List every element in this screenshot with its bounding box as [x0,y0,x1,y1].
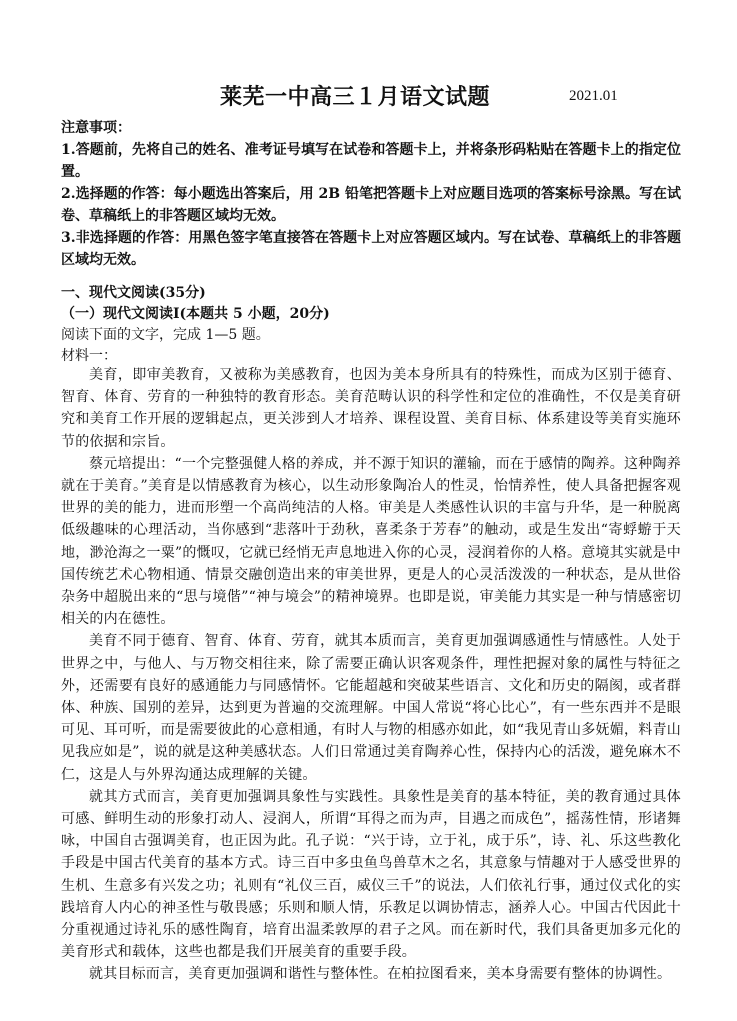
exam-date: 2021.01 [569,88,618,104]
note-item-3: 3.非选择题的作答：用黑色签字笔直接答在答题卡上对应答题区域内。写在试卷、草稿纸上的非答题区域均无效。 [61,230,681,268]
paragraph: 蔡元培提出：“一个完整强健人格的养成，并不源于知识的灌输，而在于感情的陶养。这种陶养就在于美育。”美育是以情感教育为核心，以生动形象陶冶人的性灵，怡情养性，使人具备把握客观世界的美的能力，进而形塑一个高尚纯洁的人格。审美是人类感性认识的丰富与升华，是一种脱离低级趣味的心理活动，当你感到“悲落叶于劲秋，喜柔条于芳春”的触动，或是生发出“寄蜉蝣于天地，渺沧海之一粟”的慨叹，它就已经悄无声息地进入你的心灵，浸润着你的人格。意境其实就是中国传统艺术心物相通、情景交融创造出来的审美世界，更是人的心灵活泼泼的一种状态，是从世俗杂务中超脱出来的“思与境偕”“神与境会”的精神境界。也即是说，审美能力其实是一种与情感密切相关的内在德性。 [61,455,681,628]
section-heading: 一、现代文阅读(35分) [61,285,206,301]
paragraph: 就其目标而言，美育更加强调和谐性与整体性。在柏拉图看来，美本身需要有整体的协调性。 [89,966,672,983]
material-label: 材料一： [61,348,117,364]
header [0,80,737,112]
section-header [61,283,681,367]
paragraph: 美育，即审美教育，又被称为美感教育，也因为美本身所具有的特殊性，而成为区别于德育、智育、体育、劳育的一种独特的教育形态。美育范畴认识的科学性和定位的准确性，不仅是美育研究和美育工作开展的逻辑起点，更关涉到人才培养、课程设置、美育目标、体系建设等美育实施环节的依据和宗旨。 [61,367,681,450]
notes-heading: 注意事项： [61,120,131,136]
section-subheading: （一）现代文阅读Ⅰ(本题共 5 小题，20分) [61,306,330,322]
reading-instruction: 阅读下面的文字，完成 1—5 题。 [61,327,270,343]
note-item-1: 1.答题前，先将自己的姓名、准考证号填写在试卷和答题卡上，并将条形码粘贴在答题卡上的指定位置。 [61,142,681,180]
paragraph: 就其方式而言，美育更加强调具象性与实践性。具象性是美育的基本特征，美的教育通过具体可感、鲜明生动的形象打动人、浸润人，所谓“耳得之而为声，目遇之而成色”，摇荡性情，形诸舞咏，中国自古强调美育，也正因为此。孔子说：“兴于诗，立于礼，成于乐”，诗、礼、乐这些教化手段是中国古代美育的基本方式。诗三百中多虫鱼鸟兽草木之名，其意象与情趣对于人感受世界的生机、生意多有兴发之功；礼则有“礼仪三百，威仪三千”的说法，人们依礼行事，通过仪式化的实践培育人内心的神圣性与敬畏感；乐则和顺人情，乐教足以调协情志，涵养人心。中国古代因此十分重视通过诗礼乐的感性陶育，培育出温柔敦厚的君子之风。而在新时代，我们具备更加多元化的美育形式和载体，这些也都是我们开展美育的重要手段。 [61,788,681,961]
note-item-2: 2.选择题的作答：每小题选出答案后，用 2B 铅笔把答题卡上对应题目选项的答案标号涂黑。写在试卷、草稿纸上的非答题区域均无效。 [61,186,681,224]
paragraph: 美育不同于德育、智育、体育、劳育，就其本质而言，美育更加强调感通性与情感性。人处于世界之中，与他人、与万物交相往来，除了需要正确认识客观条件，理性把握对象的属性与特征之外，还需要有良好的感通能力与同感情怀。它能超越和突破某些语言、文化和历史的隔阂，或者群体、种族、国别的差异，达到更为普遍的交流理解。中国人常说“将心比心”，有一些东西并不是眼可见、耳可听，而是需要彼此的心意相通，有时人与物的相感亦如此，如“我见青山多妩媚，料青山见我应如是”，说的就是这种美感状态。人们日常通过美育陶养心性，保持内心的活泼，避免麻木不仁，这是人与外界沟通达成理解的关键。 [61,633,681,783]
notes-block [61,118,681,271]
reading-passage [61,364,681,986]
page-title: 莱芜一中高三１月语文试题 [220,84,491,110]
